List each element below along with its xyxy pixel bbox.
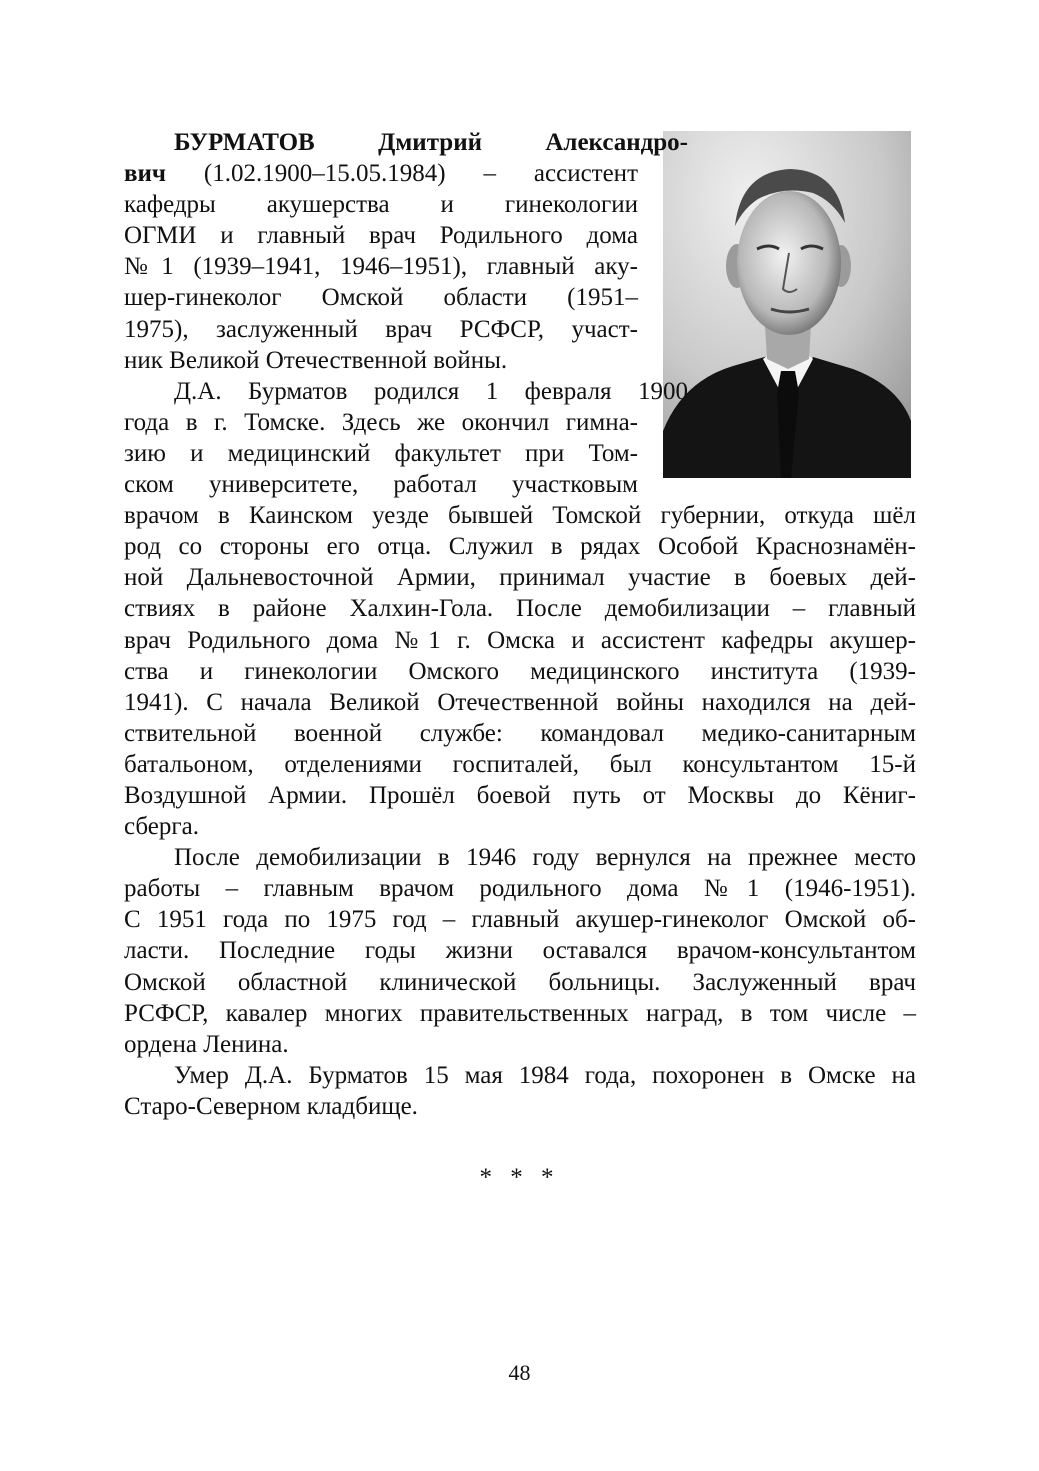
text-line: врачом в Каинском уезде бывшей Томской губернии, откуда шёл xyxy=(124,502,916,530)
text-line: ной Дальневосточной Армии, принимал участие в боевых дей- xyxy=(124,564,916,592)
text-line: сберга. xyxy=(124,813,199,841)
text-body xyxy=(124,127,916,1122)
text-line: род со стороны его отца. Служил в рядах Особой Краснознамён- xyxy=(124,533,916,561)
text-line: С 1951 года по 1975 год – главный акушер-гинеколог Омской об- xyxy=(124,906,916,934)
text-line: Умер Д.А. Бурматов 15 мая 1984 года, похоронен в Омске на xyxy=(174,1061,916,1089)
text-line: ском университете, работал участковым xyxy=(124,471,638,499)
text-line: 1941). С начала Великой Отечественной войны находился на дей- xyxy=(124,688,916,716)
text-line: Д.А. Бурматов родился 1 февраля 1900 xyxy=(174,377,688,405)
text-line: Омской областной клинической больницы. Заслуженный врач xyxy=(124,968,916,996)
text-line: ник Великой Отечественной войны. xyxy=(124,346,508,374)
text-line: вич (1.02.1900–15.05.1984) – ассистент xyxy=(124,160,638,188)
text-line: шер-гинеколог Омской области (1951– xyxy=(124,284,638,312)
section-separator: * * * xyxy=(479,1164,560,1191)
text-line: работы – главным врачом родильного дома №1 (1946-1951). xyxy=(124,875,916,903)
page-number: 48 xyxy=(508,1360,531,1385)
text-line: года в г. Томске. Здесь же окончил гимна- xyxy=(124,408,638,436)
text-line: зию и медицинский факультет при Том- xyxy=(124,439,638,467)
text-line: ствиях в районе Халхин-Гола. После демобилизации – главный xyxy=(124,595,916,623)
text-line: 1975), заслуженный врач РСФСР, участ- xyxy=(124,315,638,343)
text-line: батальоном, отделениями госпиталей, был консультантом 15-й xyxy=(124,750,916,778)
text-line: кафедры акушерства и гинекологии xyxy=(124,191,638,219)
paragraph-container xyxy=(124,127,916,1122)
text-line: После демобилизации в 1946 году вернулся на прежнее место xyxy=(174,844,916,872)
text-line: Воздушной Армии. Прошёл боевой путь от Москвы до Кёниг- xyxy=(124,781,916,809)
text-line: ласти. Последние годы жизни оставался врачом-консультантом xyxy=(124,937,916,965)
text-line: РСФСР, кавалер многих правительственных наград, в том числе – xyxy=(124,999,916,1027)
text-line: Старо-Северном кладбище. xyxy=(124,1092,418,1120)
bold-name: вич xyxy=(124,160,167,188)
text-line xyxy=(124,127,688,158)
text-line: ствительной военной службе: командовал медико-санитарным xyxy=(124,719,916,747)
text-line: №1 (1939–1941, 1946–1951), главный аку- xyxy=(124,253,638,281)
text-line: ОГМИ и главный врач Родильного дома xyxy=(124,222,638,250)
text-line: ордена Ленина. xyxy=(124,1030,289,1058)
bold-name: БУРМАТОВ Дмитрий Александро- xyxy=(174,129,688,156)
text-line: врач Родильного дома №1 г. Омска и ассистент кафедры акушер- xyxy=(124,626,916,654)
text-line: ства и гинекологии Омского медицинского института (1939- xyxy=(124,657,916,685)
